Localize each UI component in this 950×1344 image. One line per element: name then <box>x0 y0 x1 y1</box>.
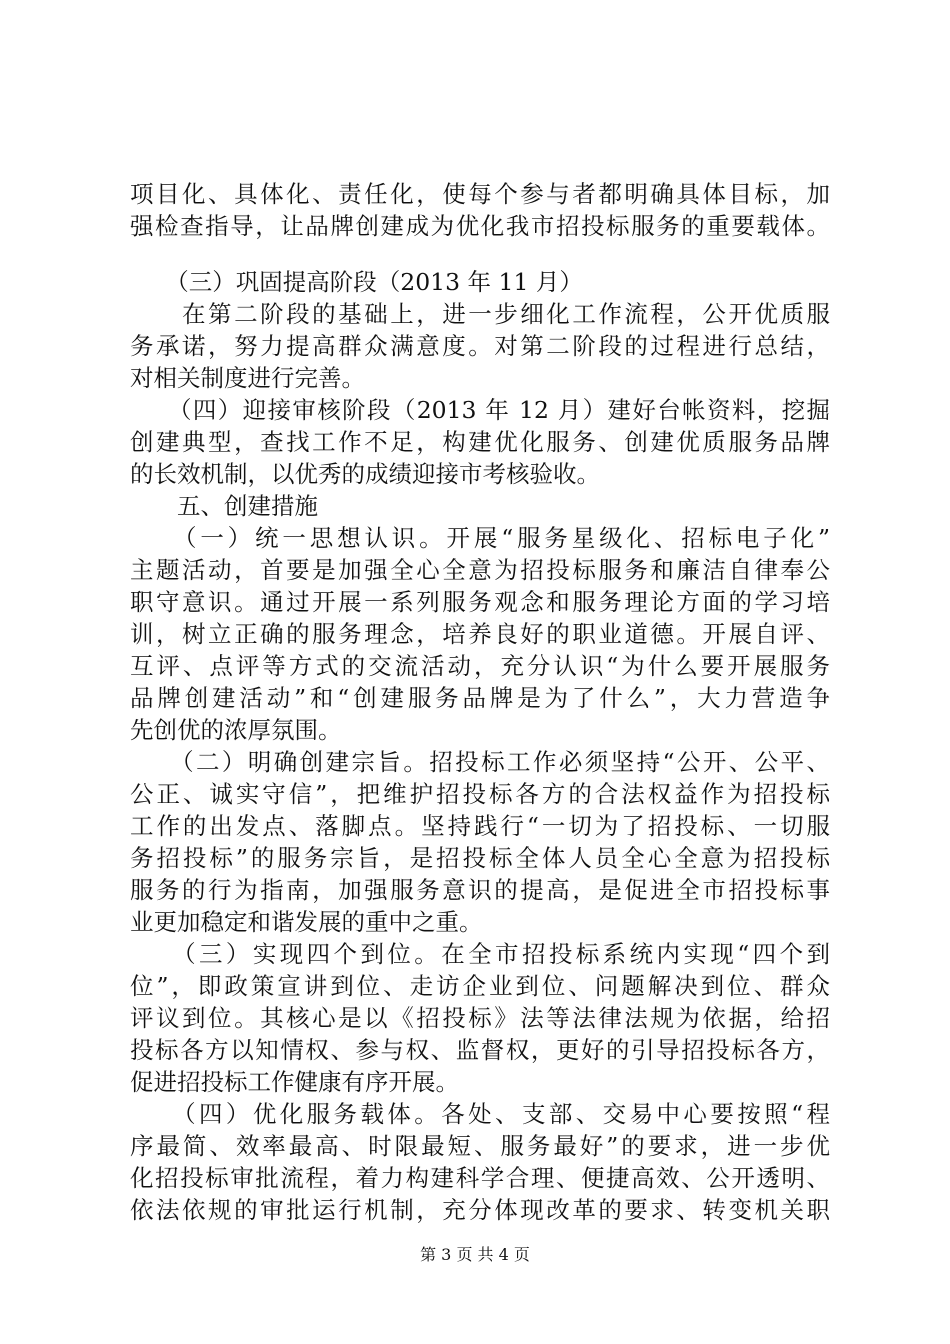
text-line: 化招投标审批流程，着力构建科学合理、便捷高效、公开透明、 <box>130 1164 830 1192</box>
text-line: （三）实现四个到位。在全市招投标系统内实现“四个到 <box>130 940 830 968</box>
text-line: 业更加稳定和谐发展的重中之重。 <box>130 908 483 936</box>
text-line: 务承诺，努力提高群众满意度。对第二阶段的过程进行总结， <box>130 332 830 360</box>
text-line: 对相关制度进行完善。 <box>130 364 365 392</box>
text-line: 互评、点评等方式的交流活动，充分认识“为什么要开展服务 <box>130 652 830 680</box>
text-line: 强检查指导，让品牌创建成为优化我市招投标服务的重要载体。 <box>130 212 830 240</box>
text-line: 在第二阶段的基础上，进一步细化工作流程，公开优质服 <box>130 300 830 328</box>
text-line: 项目化、具体化、责任化，使每个参与者都明确具体目标，加 <box>130 180 830 208</box>
text-line: （四）优化服务载体。各处、支部、交易中心要按照“程 <box>130 1100 830 1128</box>
text-line: 促进招投标工作健康有序开展。 <box>130 1068 459 1096</box>
text-line: 评议到位。其核心是以《招投标》法等法律法规为依据，给招 <box>130 1004 830 1032</box>
text-line: 主题活动，首要是加强全心全意为招投标服务和廉洁自律奉公 <box>130 556 830 584</box>
text-line: 创建典型，查找工作不足，构建优化服务、创建优质服务品牌 <box>130 428 830 456</box>
text-line: 品牌创建活动”和“创建服务品牌是为了什么”，大力营造争 <box>130 684 830 712</box>
text-line: （二）明确创建宗旨。招投标工作必须坚持“公开、公平、 <box>130 748 830 776</box>
text-line: 投标各方以知情权、参与权、监督权，更好的引导招投标各方， <box>130 1036 830 1064</box>
text-line: 服务的行为指南，加强服务意识的提高，是促进全市招投标事 <box>130 876 830 904</box>
text-line: 位”，即政策宣讲到位、走访企业到位、问题解决到位、群众 <box>130 972 830 1000</box>
text-line: 序最简、效率最高、时限最短、服务最好”的要求，进一步优 <box>130 1132 830 1160</box>
text-line: 依法依规的审批运行机制，充分体现改革的要求、转变机关职 <box>130 1196 830 1224</box>
text-line: 训，树立正确的服务理念，培养良好的职业道德。开展自评、 <box>130 620 830 648</box>
text-line: 的长效机制，以优秀的成绩迎接市考核验收。 <box>130 460 600 488</box>
text-line: 务招投标”的服务宗旨，是招投标全体人员全心全意为招投标 <box>130 844 830 872</box>
text-line: （一）统一思想认识。开展“服务星级化、招标电子化” <box>130 524 830 552</box>
section-heading: （三）巩固提高阶段（2013 年 11 月） <box>130 268 583 296</box>
section-heading: 五、创建措施 <box>130 492 318 520</box>
text-line: 先创优的浓厚氛围。 <box>130 716 342 744</box>
page-number: 第 3 页 共 4 页 <box>420 1245 530 1264</box>
text-line: （四）迎接审核阶段（2013 年 12 月）建好台帐资料，挖掘 <box>130 396 830 424</box>
text-line: 职守意识。通过开展一系列服务观念和服务理论方面的学习培 <box>130 588 830 616</box>
text-line: 工作的出发点、落脚点。坚持践行“一切为了招投标、一切服 <box>130 812 830 840</box>
text-line: 公正、诚实守信”，把维护招投标各方的合法权益作为招投标 <box>130 780 830 808</box>
